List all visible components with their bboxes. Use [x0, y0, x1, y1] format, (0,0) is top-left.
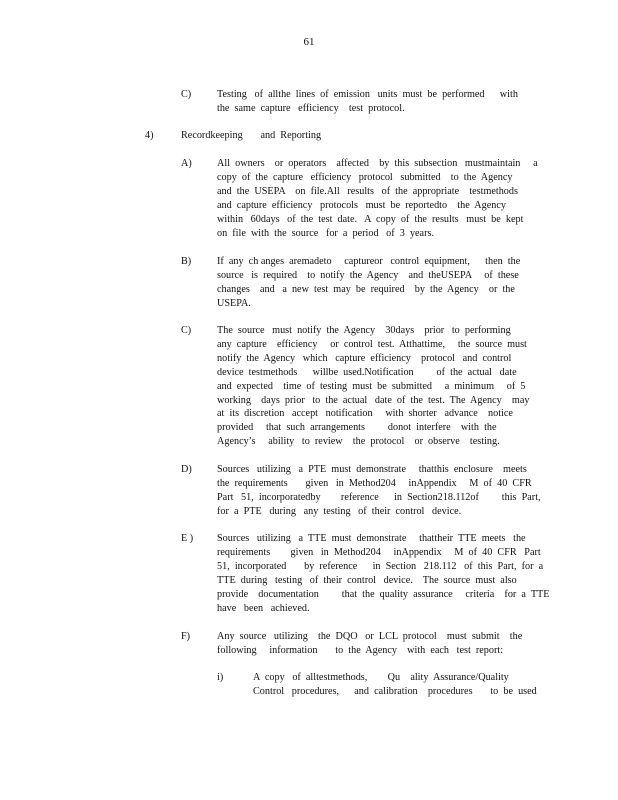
text-line: Any source utilizing the DQO or LCL protocol must submit the	[217, 631, 523, 642]
item-paragraph	[217, 463, 541, 519]
item-label: D)	[181, 464, 192, 475]
text-line: changes and a new test may be required by the Agency or the	[217, 283, 515, 295]
item-label: C)	[181, 325, 192, 336]
page-number: 61	[303, 36, 315, 48]
text-line: device testmethods willbe used.Notification of the actual date	[217, 366, 517, 378]
item-paragraph	[217, 88, 523, 116]
text-line: Part 51, incorporatedby reference in Section218.112of this Part,	[217, 491, 541, 503]
text-line: 51, incorporated by reference in Section 218.112 of this Part, for a	[217, 560, 544, 572]
item-paragraph	[217, 157, 541, 240]
text-line: copy of the capture efficiency protocol submitted to the Agency	[217, 171, 513, 183]
text-line: following information to the Agency with each test report:	[217, 644, 504, 656]
item-paragraph	[217, 255, 523, 311]
item-paragraph	[217, 532, 550, 615]
item-paragraph	[181, 129, 381, 143]
text-line: provide documentation that the quality assurance criteria for a TTE	[217, 588, 550, 600]
text-line: Agency’s ability to review the protocol or observe testing.	[217, 436, 500, 448]
text-line: provided that such arrangements donot interfere with the	[217, 422, 497, 434]
text-line: All owners or operators affected by this subsection mustmaintain a	[217, 158, 538, 169]
text-line: for a PTE during any testing of their control device.	[217, 505, 462, 517]
text-line: Recordkeeping and Reporting	[181, 130, 322, 141]
item-label: C)	[181, 89, 192, 100]
item-paragraph	[217, 630, 525, 658]
text-line: Sources utilizing a PTE must demonstrate thatthis enclosure meets	[217, 464, 527, 475]
text-line: working days prior to the actual date of the test. The Agency may	[217, 394, 530, 406]
item-label: A)	[181, 158, 192, 169]
text-line: requirements given in Method204 inAppendix M of 40 CFR Part	[217, 546, 541, 558]
text-line: The source must notify the Agency 30days prior to performing	[217, 325, 511, 336]
text-line: Sources utilizing a TTE must demonstrate thattheir TTE meets the	[217, 533, 526, 544]
text-line: at its discretion accept notification with shorter advance notice	[217, 408, 513, 420]
item-label: E )	[181, 533, 194, 544]
text-line: and the USEPA on file.All results of the appropriate testmethods	[217, 185, 518, 197]
text-line: any capture efficiency or control test. Atthattime, the source must	[217, 338, 527, 350]
text-line: USEPA.	[217, 297, 251, 309]
text-line: Control procedures, and calibration procedures to be used	[253, 685, 537, 697]
item-label: 4)	[145, 130, 154, 141]
text-line: source is required to notify the Agency and theUSEPA of these	[217, 269, 519, 281]
text-line: the requirements given in Method204 inAppendix M of 40 CFR	[217, 477, 532, 489]
text-line: A copy of alltestmethods, Qu ality Assurance/Quality	[253, 672, 509, 683]
text-line: on file with the source for a period of 3 years.	[217, 227, 434, 239]
text-line: within 60days of the test date. A copy of the results must be kept	[217, 213, 524, 225]
item-label: i)	[217, 672, 224, 683]
item-label: F)	[181, 631, 191, 642]
text-line: and capture efficiency protocols must be reportedto the Agency	[217, 199, 506, 211]
item-label: B)	[181, 256, 192, 267]
text-line: and expected time of testing must be submitted a minimum of 5	[217, 380, 526, 392]
text-line: Testing of allthe lines of emission units must be performed with	[217, 89, 518, 100]
item-paragraph	[217, 324, 533, 449]
text-line: have been achieved.	[217, 602, 310, 614]
text-line: If any ch anges aremadeto captureor control equipment, then the	[217, 256, 521, 267]
text-line: notify the Agency which capture efficiency protocol and control	[217, 352, 512, 364]
text-line: the same capture efficiency test protocol.	[217, 102, 405, 114]
item-paragraph	[253, 671, 537, 699]
text-line: TTE during testing of their control device. The source must also	[217, 574, 517, 586]
